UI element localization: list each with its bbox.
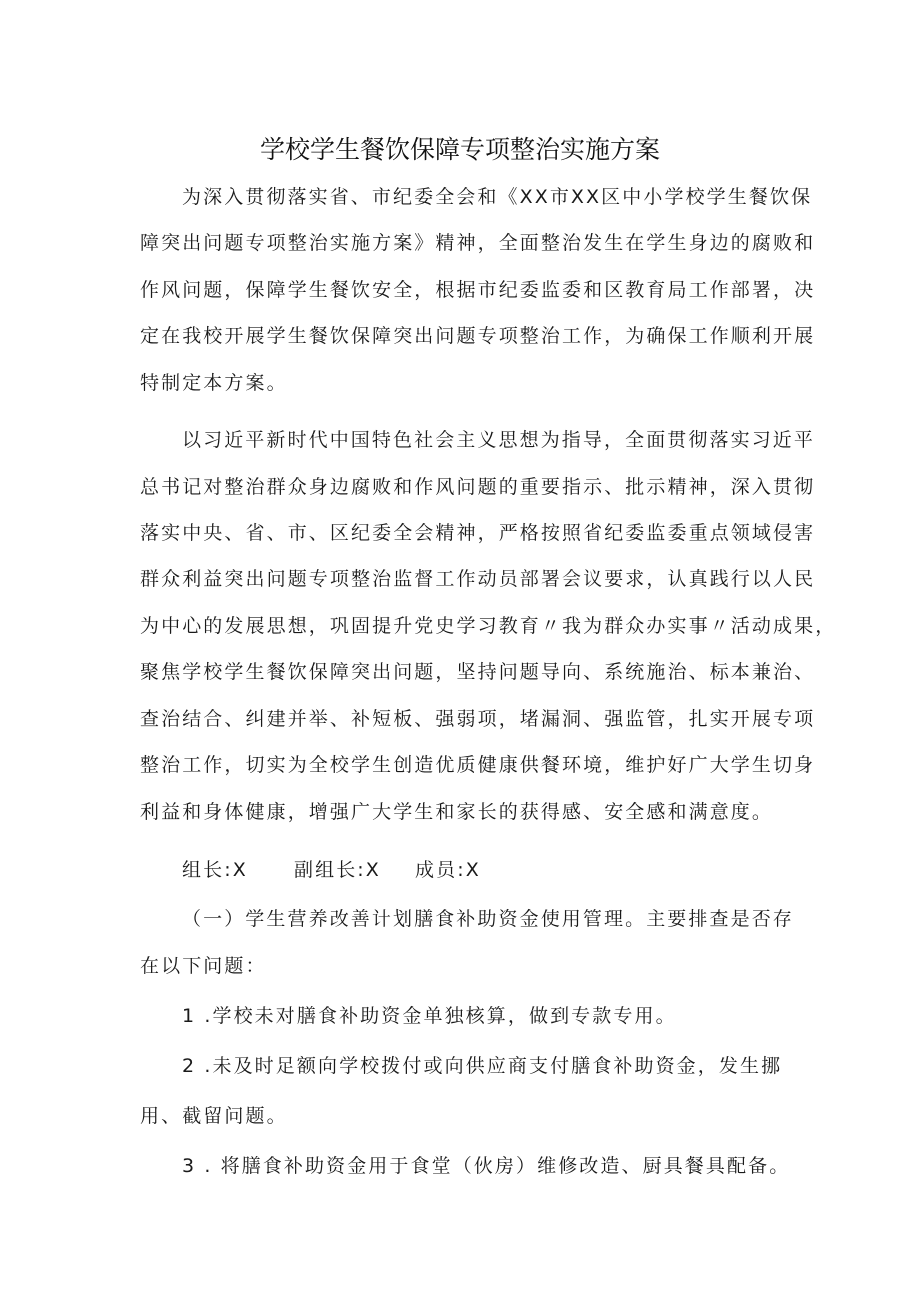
paragraph-line: 特制定本方案。 — [140, 372, 288, 394]
paragraph-line: 聚焦学校学生餐饮保障突出问题，坚持问题导向、系统施治、标本兼治、 — [140, 661, 816, 683]
group-members: 成员:X — [415, 859, 481, 881]
paragraph-line: 以习近平新时代中国特色社会主义思想为指导，全面贯彻落实习近平 — [182, 429, 816, 451]
paragraph-line: 作风问题，保障学生餐饮安全，根据市纪委监委和区教育局工作部署，决 — [140, 279, 816, 301]
deputy-leader: 副组长:X — [294, 859, 381, 881]
list-item-continuation: 用、截留问题。 — [140, 1105, 288, 1127]
paragraph-line: 查治结合、纠建并举、补短板、强弱项，堵漏洞、强监管，扎实开展专项 — [140, 708, 816, 730]
paragraph-line: 总书记对整治群众身边腐败和作风问题的重要指示、批示精神，深入贯彻 — [140, 476, 816, 498]
section-heading-line: （一）学生营养改善计划膳食补助资金使用管理。主要排查是否存 — [182, 908, 794, 930]
paragraph-line: 障突出问题专项整治实施方案》精神，全面整治发生在学生身边的腐败和 — [140, 232, 816, 254]
paragraph-line: 定在我校开展学生餐饮保障突出问题专项整治工作，为确保工作顺利开展 — [140, 325, 816, 347]
section-heading-line: 在以下问题： — [140, 955, 267, 977]
paragraph-line: 落实中央、省、市、区纪委全会精神，严格按照省纪委监委重点领域侵害 — [140, 522, 816, 544]
paragraph-line: 利益和身体健康，增强广大学生和家长的获得感、安全感和满意度。 — [140, 801, 774, 823]
paragraph-line: 整治工作，切实为全校学生创造优质健康供餐环境，维护好广大学生切身 — [140, 754, 816, 776]
list-item: 3 . 将膳食补助资金用于食堂（伙房）维修改造、厨具餐具配备。 — [182, 1155, 791, 1177]
team-members-line — [182, 857, 481, 883]
group-leader: 组长:X — [182, 859, 248, 881]
paragraph-line: 群众利益突出问题专项整治监督工作动员部署会议要求，认真践行以人民 — [140, 568, 816, 590]
list-item: 1 .学校未对膳食补助资金单独核算，做到专款专用。 — [182, 1005, 677, 1027]
paragraph-line: 为深入贯彻落实省、市纪委全会和《XX市XX区中小学校学生餐饮保 — [182, 186, 813, 208]
list-item: 2 .未及时足额向学校拨付或向供应商支付膳食补助资金，发生挪 — [182, 1055, 783, 1077]
paragraph-line: 为中心的发展思想，巩固提升党史学习教育〃我为群众办实事〃活动成果， — [140, 615, 837, 637]
document-title: 学校学生餐饮保障专项整治实施方案 — [259, 135, 660, 164]
